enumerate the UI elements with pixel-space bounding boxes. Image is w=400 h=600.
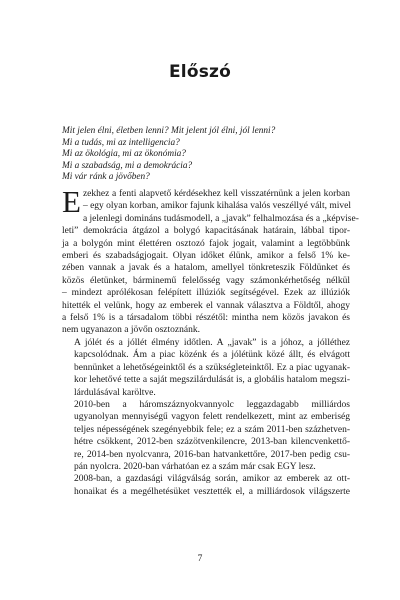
text-line: hétre csökkent, 2012-ben százötvenkilencre, 2013-ban kilencvenkettő- xyxy=(74,437,350,448)
text-line: leti” demokrácia átgázol a bolygó kapacitásának határain, lábbal tipor- xyxy=(62,226,350,237)
text-line: közös életünket, bárminemű felelősség vagy számonkérhetőség nélkül xyxy=(62,275,350,286)
epigraph-line: Mi a tudás, mi az intelligencia? xyxy=(62,137,180,148)
chapter-title: Előszó xyxy=(168,62,231,82)
epigraph-line: Mit jelen élni, életben lenni? Mit jelent jól élni, jól lenni? xyxy=(62,126,276,136)
text-line: nem ugyanazon a jövőn osztoznánk. xyxy=(62,325,200,336)
text-line: hitették el velünk, hogy az emberek el vannak választva a Földtől, ahogy xyxy=(62,300,350,311)
epigraph-line: Mi az ökológia, mi az ökonómia? xyxy=(62,149,186,160)
text-line: zében vannak a javak és a hatalom, amellyel tönkreteszik Földünket és xyxy=(62,263,350,274)
text-line: honaikat és a megélhetésüket vesztették el, a milliárdosok világszerte xyxy=(74,486,350,497)
drop-cap: E xyxy=(62,184,81,219)
text-line: 2008-ban, a gazdasági világválság során, amikor az emberek az ott- xyxy=(74,474,350,485)
text-line: – mindezt aprólékosan felépített illúziók segítségével. Ezek az illúziók xyxy=(62,288,350,299)
text-line: bennünket a lehetőségeinktől és a szükségleteinktől. Ez a piac ugyanak- xyxy=(74,362,350,373)
text-line: kapcsolódnak. Ám a piac közénk és a jólétünk közé állt, és elvágott xyxy=(74,350,350,361)
paragraph xyxy=(62,337,350,399)
text-line: lárdulásával karöltve. xyxy=(74,387,156,398)
text-line: emberi és szabadságjogait. Olyan időket élünk, amikor a felső 1% ke- xyxy=(62,251,350,262)
text-line: kor lehetővé tette a saját megszilárdulását is, a globális hatalom megszi- xyxy=(74,375,350,386)
text-line: ja a bolygón mint élettéren osztozó fajok jogait, valamint a legtöbbünk xyxy=(62,238,350,249)
paragraph xyxy=(62,184,359,337)
text-line: A jólét és a jóllét élmény időtlen. A „javak” is a jóhoz, a jólléthez xyxy=(74,337,350,348)
page-number: 7 xyxy=(197,554,203,564)
epigraph xyxy=(62,126,352,184)
text-line: a felső 1% is a társadalom többi részétől: mintha nem közös javakon és xyxy=(62,313,350,324)
text-line: re, 2014-ben nyolcvanra, 2016-ban hatvankettőre, 2017-ben pedig csu- xyxy=(74,449,350,460)
text-line: zekhez a fenti alapvető kérdésekhez kell visszatérnünk a jelen korban xyxy=(82,189,350,199)
text-line: a jelenlegi domináns tudásmodell, a „javak” felhalmozása és a „képvise- xyxy=(82,213,359,224)
paragraph xyxy=(62,399,350,473)
epigraph-line: Mi vár ránk a jövőben? xyxy=(62,172,150,183)
text-line: ugyanolyan mennyiségű vagyon felett rendelkezett, mint az emberiség xyxy=(74,412,350,423)
epigraph-line: Mi a szabadság, mi a demokrácia? xyxy=(62,160,193,171)
text-line: 2010-ben a háromszáznyokvannyolc leggazdagabb milliárdos xyxy=(74,399,350,410)
paragraph xyxy=(62,473,350,498)
text-line: teljes népességének szegényebbik fele; ez a szám 2011-ben százhetven- xyxy=(74,424,350,435)
body-text xyxy=(62,184,359,498)
text-line: – egy olyan korban, amikor fajunk kihalása valós veszéllyé vált, mivel xyxy=(82,201,351,212)
text-line: pán nyolcra. 2020-ban várhatóan ez a szám már csak EGY lesz. xyxy=(74,461,316,472)
